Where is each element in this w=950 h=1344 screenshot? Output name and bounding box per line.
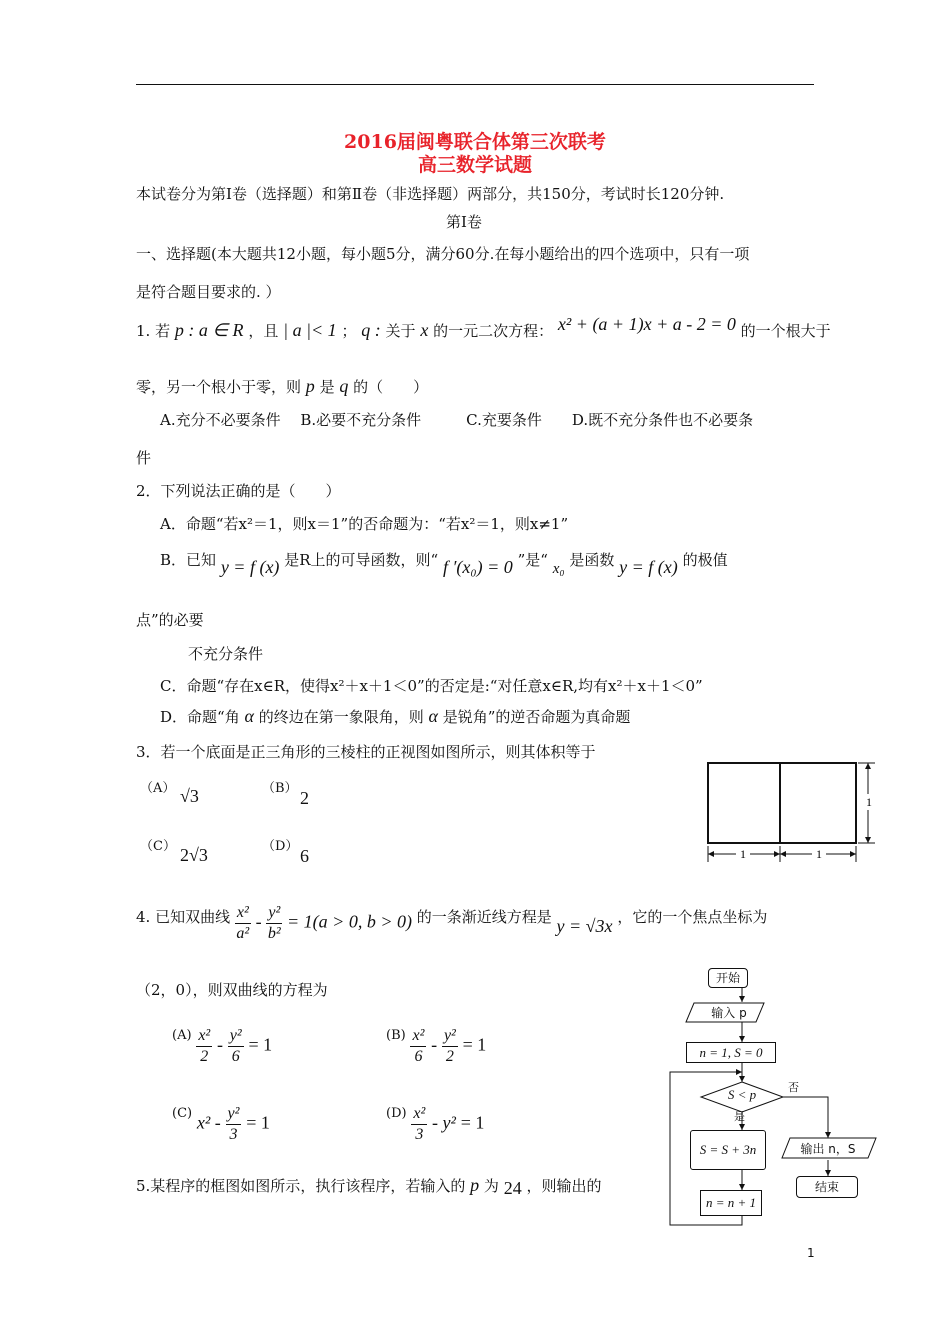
- question-2-option-d: D．命题“角 α 的终边在第一象限角，则 α 是锐角”的逆否命题为真命题: [160, 706, 631, 726]
- question-3-option-d-label: （D）: [262, 839, 299, 854]
- question-2-option-b: B．已知 y = f (x) 是R上的可导函数，则“ f ′(x₀) = 0 ”是“ x₀ 是函数 y = f (x) 的极值: [160, 551, 728, 577]
- question-3-stem: 3．若一个底面是正三角形的三棱柱的正视图如图所示，则其体积等于: [136, 743, 596, 761]
- question-4-option-b: (B) $\frac{\text{x²}}{6}$ - $\frac{\text{y²}}{2}$ = 1: [386, 1027, 487, 1065]
- question-1-options: A.充分不必要条件 B.必要不充分条件 C.充要条件 D.既不充分条件也不必要条: [160, 411, 754, 429]
- question-1-line-1: 1. 若 p : a ∈ R ，且 | a |< 1 ； q : 关于 x 的一元二次方程： x² + (a + 1)x + a - 2 = 0 的一个根大于: [136, 314, 831, 340]
- question-3-option-d-value: 6: [300, 846, 309, 866]
- fraction: $\frac{\text{x²}}{3}$: [413, 1105, 426, 1143]
- fraction: $\frac{\text{x²}}{\text{a²}}$: [236, 904, 250, 942]
- fraction: $\frac{\text{y²}}{6}$: [229, 1027, 242, 1065]
- question-4-line-2: （2，0），则双曲线的方程为: [136, 981, 328, 999]
- question-3-option-b-value: 2: [300, 788, 309, 808]
- question-3-option-c-label: （C）: [140, 839, 176, 854]
- front-view-rect: [708, 763, 856, 843]
- exam-subtitle: 高三数学试题: [417, 154, 532, 176]
- section-instructions-1: 一、选择题(本大题共12小题，每小题5分，满分60分.在每小题给出的四个选项中，只有一项: [136, 245, 750, 263]
- question-2-option-b-line-3: 不充分条件: [188, 645, 264, 663]
- front-view-figure: [700, 758, 880, 870]
- flowchart-end: 结束: [796, 1176, 858, 1198]
- section-instructions-2: 是符合题目要求的. ）: [136, 283, 281, 301]
- fraction: $\frac{\text{y²}}{\text{b²}}$: [267, 904, 281, 942]
- dimension-label-width-1: 1: [740, 847, 746, 861]
- question-3-option-c-value: 2√3: [180, 845, 208, 865]
- fraction: $\frac{\text{y²}}{3}$: [227, 1105, 240, 1143]
- flowchart-output: 输出 n，S: [800, 1142, 856, 1156]
- fraction: $\frac{\text{x²}}{6}$: [412, 1027, 425, 1065]
- exam-title: 2016届闽粤联合体第三次联考: [344, 131, 606, 153]
- question-4-line-1: 4. 已知双曲线 $\frac{\text{x²}}{\text{a²}}$ - $\frac{\text{y²}}{\text{b²}}$ = 1(a > 0, b > 0) 的一条渐近线方程是 y = √3x ，它的一个焦点坐标为: [136, 904, 768, 942]
- page-number: 1: [807, 1246, 815, 1260]
- question-3-option-b-label: （B）: [262, 781, 298, 796]
- question-3-option-a-value: √3: [180, 786, 199, 806]
- question-4-option-c: (C) x² - $\frac{\text{y²}}{3}$ = 1: [172, 1105, 270, 1143]
- exam-intro: 本试卷分为第Ⅰ卷（选择题）和第Ⅱ卷（非选择题）两部分，共150分，考试时长120分钟.: [136, 185, 725, 203]
- flowchart-start: 开始: [708, 968, 748, 988]
- question-4-option-d: (D) $\frac{\text{x²}}{3}$ - y² = 1: [386, 1105, 485, 1143]
- flowchart-no-label: 否: [788, 1081, 799, 1094]
- fraction: $\frac{\text{x²}}{2}$: [198, 1027, 211, 1065]
- question-2-option-b-line-2: 点”的必要: [136, 611, 204, 629]
- flowchart-yes-label: 是: [734, 1110, 745, 1123]
- flowchart-input: 输入 p: [711, 1006, 747, 1020]
- flowchart-update-s: S = S + 3n: [690, 1130, 766, 1170]
- dimension-label-width-2: 1: [816, 847, 822, 861]
- question-5-stem: 5.某程序的框图如图所示，执行该程序，若输入的 p 为 24 ，则输出的: [136, 1175, 602, 1198]
- flowchart-update-n: n = n + 1: [700, 1190, 762, 1216]
- question-1-line-2: 零，另一个根小于零，则 p 是 q 的（ ）: [136, 376, 429, 396]
- header-rule: [136, 84, 814, 85]
- question-4-option-a: (A) $\frac{\text{x²}}{2}$ - $\frac{\text{y²}}{6}$ = 1: [172, 1027, 273, 1065]
- flowchart-init: n = 1, S = 0: [686, 1042, 776, 1063]
- part-label: 第Ⅰ卷: [446, 213, 482, 231]
- question-2-option-a: A．命题“若x²＝1，则x＝1”的否命题为：“若x²＝1，则x≠1”: [160, 515, 569, 533]
- question-3-option-a-label: （A）: [140, 781, 176, 796]
- question-1-options-wrap: 件: [136, 449, 152, 467]
- dimension-label-height: 1: [866, 795, 872, 809]
- flowchart-condition: S < p: [727, 1087, 757, 1102]
- fraction: $\frac{\text{y²}}{2}$: [443, 1027, 456, 1065]
- question-2-option-c: C．命题“存在x∈R，使得x²＋x＋1＜0”的否定是:“对任意x∈R,均有x²＋x＋1＜0”: [160, 677, 703, 695]
- question-2-stem: 2．下列说法正确的是（ ）: [136, 482, 341, 500]
